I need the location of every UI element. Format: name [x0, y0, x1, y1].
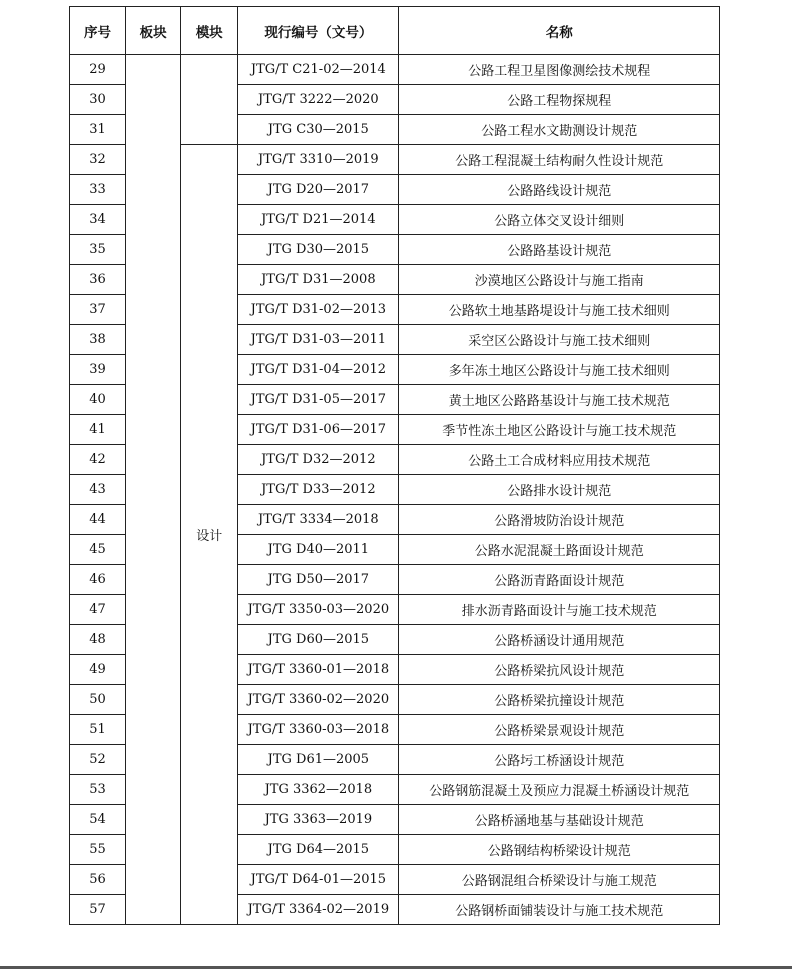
- name-cell: 季节性冻土地区公路设计与施工技术规范: [399, 415, 720, 445]
- code-cell: JTG D40—2011: [238, 535, 399, 565]
- code-cell: JTG/T 3334—2018: [238, 505, 399, 535]
- code-cell: JTG/T D64-01—2015: [238, 865, 399, 895]
- seq-cell: 38: [70, 325, 126, 355]
- code-cell: JTG/T D31-04—2012: [238, 355, 399, 385]
- seq-cell: 54: [70, 805, 126, 835]
- name-cell: 公路钢结构桥梁设计规范: [399, 835, 720, 865]
- seq-cell: 52: [70, 745, 126, 775]
- code-cell: JTG/T 3222—2020: [238, 85, 399, 115]
- name-cell: 公路桥梁景观设计规范: [399, 715, 720, 745]
- table-header-row: [70, 7, 720, 55]
- code-cell: JTG D50—2017: [238, 565, 399, 595]
- seq-cell: 41: [70, 415, 126, 445]
- name-cell: 公路排水设计规范: [399, 475, 720, 505]
- seq-cell: 37: [70, 295, 126, 325]
- name-cell: 公路桥梁抗风设计规范: [399, 655, 720, 685]
- table-body: [70, 55, 720, 925]
- name-cell: 公路立体交叉设计细则: [399, 205, 720, 235]
- seq-cell: 47: [70, 595, 126, 625]
- name-cell: 公路水泥混凝土路面设计规范: [399, 535, 720, 565]
- section-cell: [126, 55, 181, 925]
- code-cell: JTG/T 3360-02—2020: [238, 685, 399, 715]
- name-cell: 公路工程混凝土结构耐久性设计规范: [399, 145, 720, 175]
- name-cell: 公路钢筋混凝土及预应力混凝土桥涵设计规范: [399, 775, 720, 805]
- module-cell: [181, 55, 238, 145]
- header-name: 名称: [399, 7, 720, 55]
- code-cell: JTG D30—2015: [238, 235, 399, 265]
- standards-table: [69, 6, 720, 925]
- seq-cell: 53: [70, 775, 126, 805]
- seq-cell: 30: [70, 85, 126, 115]
- code-cell: JTG/T D33—2012: [238, 475, 399, 505]
- name-cell: 公路路线设计规范: [399, 175, 720, 205]
- name-cell: 公路工程卫星图像测绘技术规程: [399, 55, 720, 85]
- seq-cell: 40: [70, 385, 126, 415]
- seq-cell: 48: [70, 625, 126, 655]
- code-cell: JTG/T 3350-03—2020: [238, 595, 399, 625]
- code-cell: JTG/T D31-06—2017: [238, 415, 399, 445]
- seq-cell: 56: [70, 865, 126, 895]
- seq-cell: 44: [70, 505, 126, 535]
- code-cell: JTG/T D31-03—2011: [238, 325, 399, 355]
- code-cell: JTG C30—2015: [238, 115, 399, 145]
- code-cell: JTG/T D31-02—2013: [238, 295, 399, 325]
- name-cell: 公路工程水文勘测设计规范: [399, 115, 720, 145]
- code-cell: JTG D61—2005: [238, 745, 399, 775]
- name-cell: 公路工程物探规程: [399, 85, 720, 115]
- seq-cell: 42: [70, 445, 126, 475]
- code-cell: JTG D64—2015: [238, 835, 399, 865]
- name-cell: 公路圬工桥涵设计规范: [399, 745, 720, 775]
- seq-cell: 32: [70, 145, 126, 175]
- name-cell: 公路路基设计规范: [399, 235, 720, 265]
- name-cell: 采空区公路设计与施工技术细则: [399, 325, 720, 355]
- seq-cell: 31: [70, 115, 126, 145]
- name-cell: 公路钢桥面铺装设计与施工技术规范: [399, 895, 720, 925]
- seq-cell: 45: [70, 535, 126, 565]
- seq-cell: 35: [70, 235, 126, 265]
- code-cell: JTG D60—2015: [238, 625, 399, 655]
- code-cell: JTG/T D32—2012: [238, 445, 399, 475]
- name-cell: 沙漠地区公路设计与施工指南: [399, 265, 720, 295]
- module-cell-design: 设计: [181, 145, 238, 925]
- code-cell: JTG 3363—2019: [238, 805, 399, 835]
- code-cell: JTG/T D31-05—2017: [238, 385, 399, 415]
- name-cell: 公路沥青路面设计规范: [399, 565, 720, 595]
- name-cell: 公路桥梁抗撞设计规范: [399, 685, 720, 715]
- seq-cell: 36: [70, 265, 126, 295]
- seq-cell: 55: [70, 835, 126, 865]
- name-cell: 公路桥涵设计通用规范: [399, 625, 720, 655]
- name-cell: 多年冻土地区公路设计与施工技术细则: [399, 355, 720, 385]
- table-row: [70, 55, 720, 85]
- header-code: 现行编号（文号）: [238, 7, 399, 55]
- seq-cell: 43: [70, 475, 126, 505]
- name-cell: 排水沥青路面设计与施工技术规范: [399, 595, 720, 625]
- name-cell: 公路桥涵地基与基础设计规范: [399, 805, 720, 835]
- name-cell: 公路滑坡防治设计规范: [399, 505, 720, 535]
- seq-cell: 34: [70, 205, 126, 235]
- name-cell: 黄土地区公路路基设计与施工技术规范: [399, 385, 720, 415]
- name-cell: 公路软土地基路堤设计与施工技术细则: [399, 295, 720, 325]
- code-cell: JTG/T D31—2008: [238, 265, 399, 295]
- code-cell: JTG/T C21-02—2014: [238, 55, 399, 85]
- header-seq: 序号: [70, 7, 126, 55]
- name-cell: 公路土工合成材料应用技术规范: [399, 445, 720, 475]
- code-cell: JTG 3362—2018: [238, 775, 399, 805]
- code-cell: JTG D20—2017: [238, 175, 399, 205]
- code-cell: JTG/T D21—2014: [238, 205, 399, 235]
- seq-cell: 50: [70, 685, 126, 715]
- code-cell: JTG/T 3360-03—2018: [238, 715, 399, 745]
- seq-cell: 46: [70, 565, 126, 595]
- header-module: 模块: [181, 7, 238, 55]
- code-cell: JTG/T 3310—2019: [238, 145, 399, 175]
- seq-cell: 33: [70, 175, 126, 205]
- seq-cell: 29: [70, 55, 126, 85]
- seq-cell: 57: [70, 895, 126, 925]
- seq-cell: 51: [70, 715, 126, 745]
- header-section: 板块: [126, 7, 181, 55]
- code-cell: JTG/T 3360-01—2018: [238, 655, 399, 685]
- code-cell: JTG/T 3364-02—2019: [238, 895, 399, 925]
- seq-cell: 39: [70, 355, 126, 385]
- name-cell: 公路钢混组合桥梁设计与施工规范: [399, 865, 720, 895]
- seq-cell: 49: [70, 655, 126, 685]
